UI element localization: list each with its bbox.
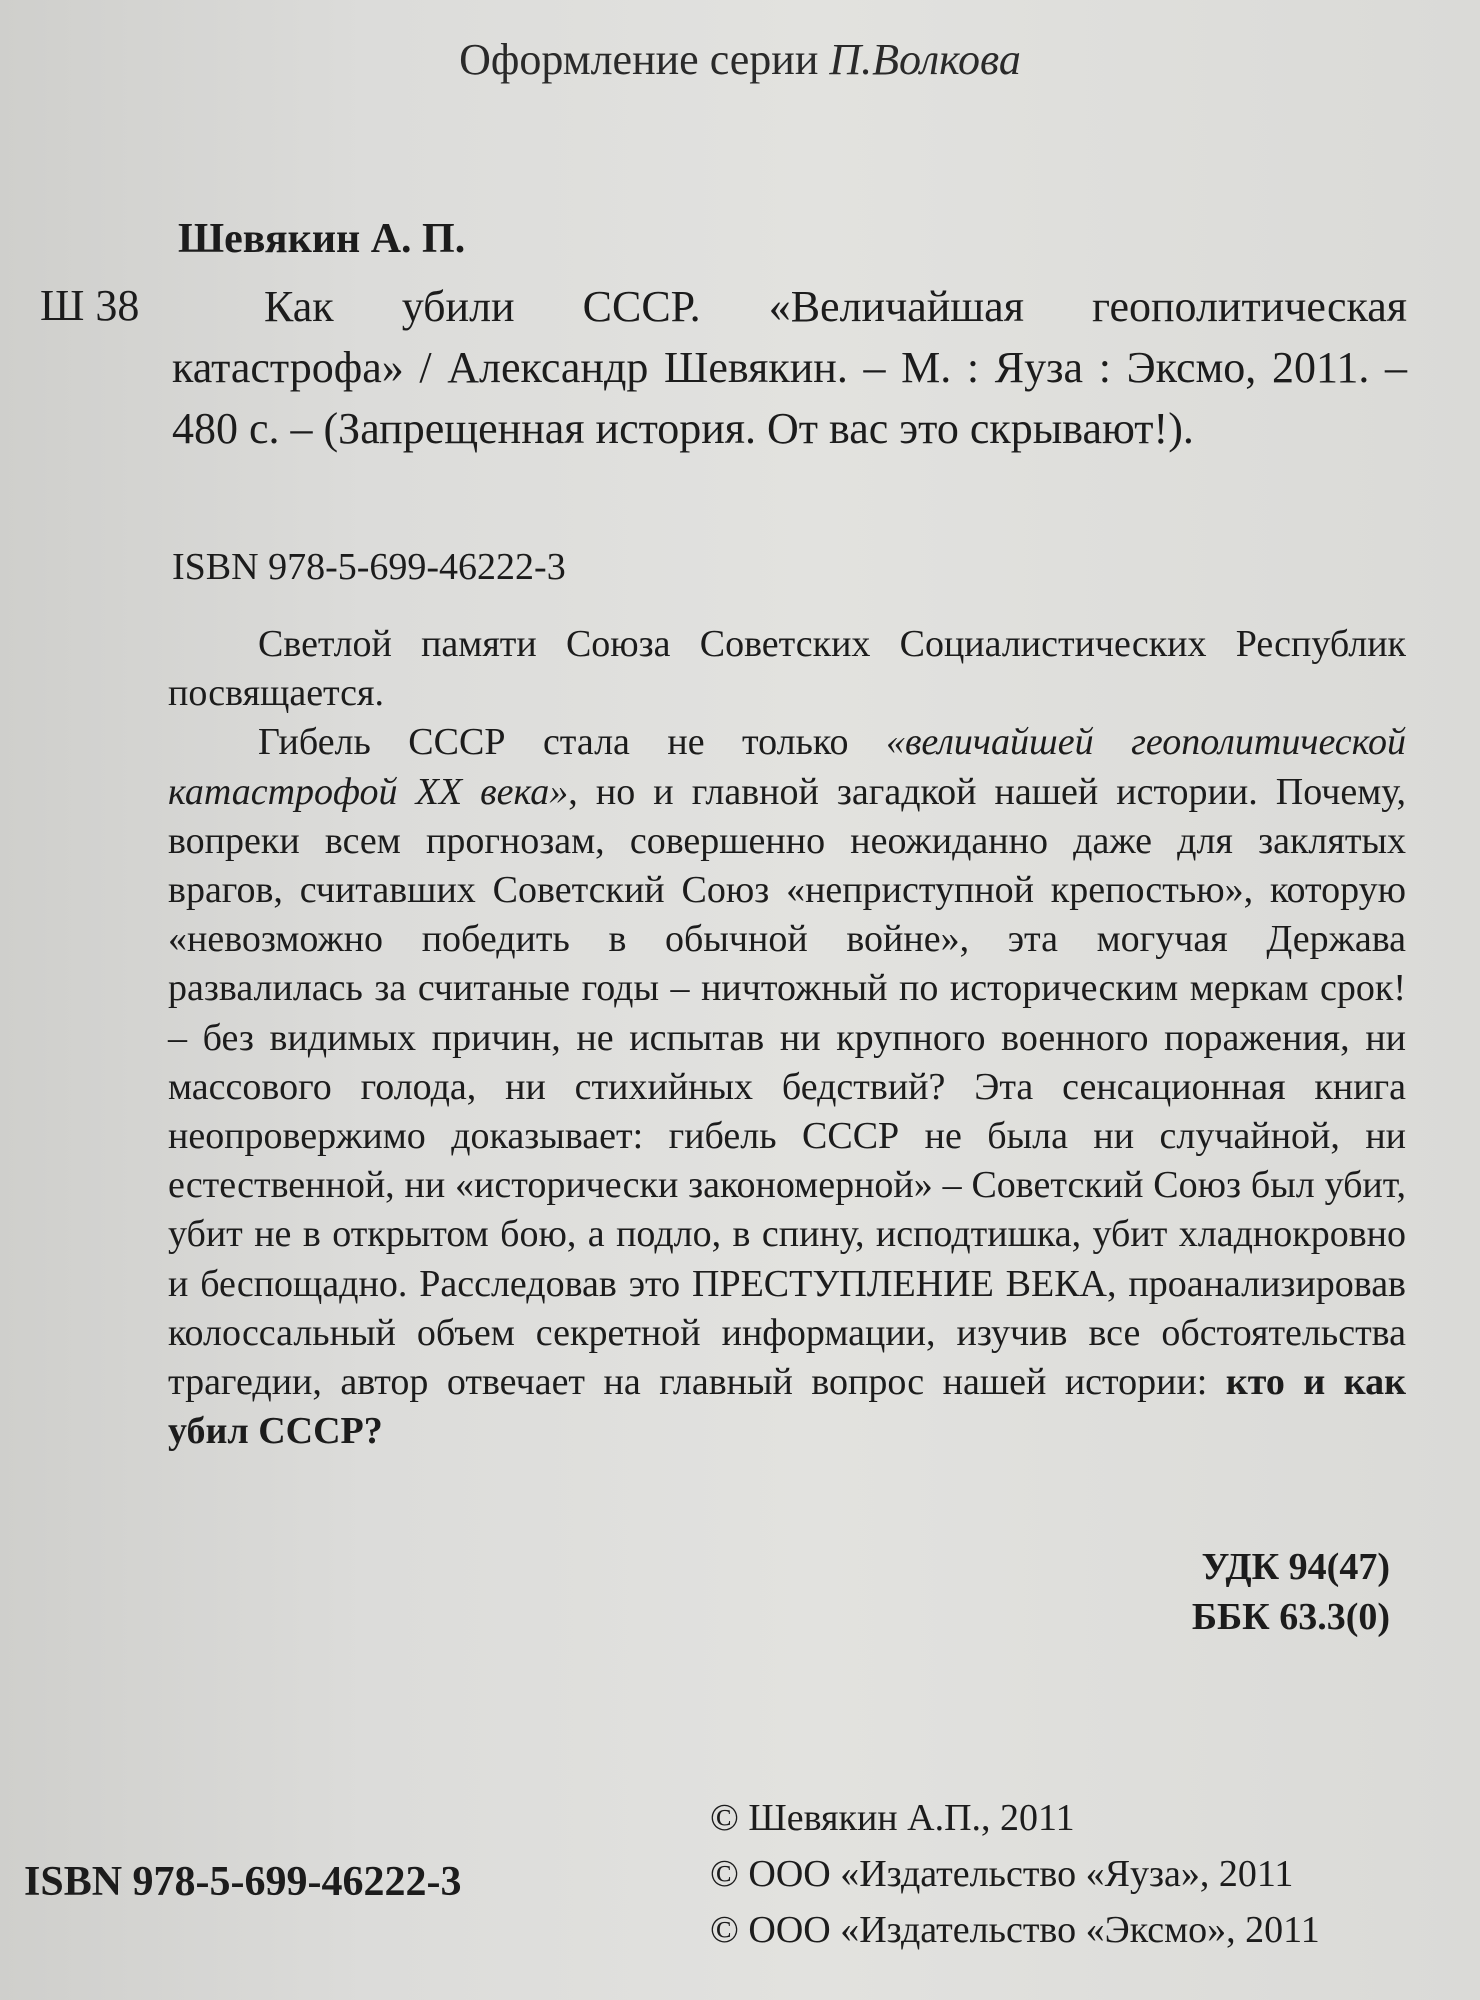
copyright-block (710, 1790, 1320, 1958)
isbn-record: ISBN 978-5-699-46222-3 (172, 546, 566, 588)
summary-paragraph (168, 718, 1406, 1456)
author-heading: Шевякин А. П. (178, 216, 466, 262)
series-design-credit (0, 34, 1480, 85)
copyright-line: © ООО «Издательство «Эксмо», 2011 (710, 1909, 1320, 1951)
annotation (168, 620, 1406, 1456)
series-credit-artist: П.Волкова (829, 35, 1021, 84)
call-number: Ш 38 (40, 281, 140, 330)
bibliographic-description: Как убили СССР. «Величайшая геополитическая катастрофа» / Александр Шевякин. – М. : Яуза : Эксмо, 2011. – 480 с. – (Запрещенная история. От вас это скрывают!). (172, 282, 1407, 453)
isbn-footer: ISBN 978-5-699-46222-3 (24, 1859, 462, 1905)
series-credit-prefix: Оформление серии (459, 35, 819, 84)
summary-quote: «величайшей геополитической катастрофой XX века» (168, 721, 1407, 813)
dedication: Светлой памяти Союза Советских Социалистических Республик посвящается. (168, 623, 1406, 715)
bbk-code: ББК 63.3(0) (1191, 1596, 1390, 1638)
udk-code: УДК 94(47) (1201, 1546, 1390, 1588)
copyright-line: © ООО «Издательство «Яуза», 2011 (710, 1853, 1294, 1895)
summary-bold-question: кто и как убил СССР? (168, 1361, 1407, 1453)
summary-middle: , но и главной загадкой нашей истории. Почему, вопреки всем прогнозам, совершенно неожиданно даже для заклятых врагов, считавших Советский Союз «неприступной крепостью», которую «невозможно победить в обычной войне», эта могучая Держава развалилась за считаные годы – ничтожный по историческим меркам срок! – без видимых причин, не испытав ни крупного военного поражения, ни массового голода, ни стихийных бедствий? Эта сенсационная книга неопровержимо доказывает: гибель СССР не была ни случайной, ни естественной, ни «исторически закономерной» – Советский Союз был убит, убит не в открытом бою, а подло, в спину, исподтишка, убит хладнокровно и беспощадно. Расследовав это ПРЕСТУПЛЕНИЕ ВЕКА, проанализировав колоссальный объем секретной информации, изучив все обстоятельства трагедии, автор отвечает на главный вопрос нашей истории: (168, 770, 1406, 1404)
copyright-line: © Шевякин А.П., 2011 (710, 1797, 1075, 1839)
summary-lead: Гибель СССР стала не только (258, 721, 886, 764)
